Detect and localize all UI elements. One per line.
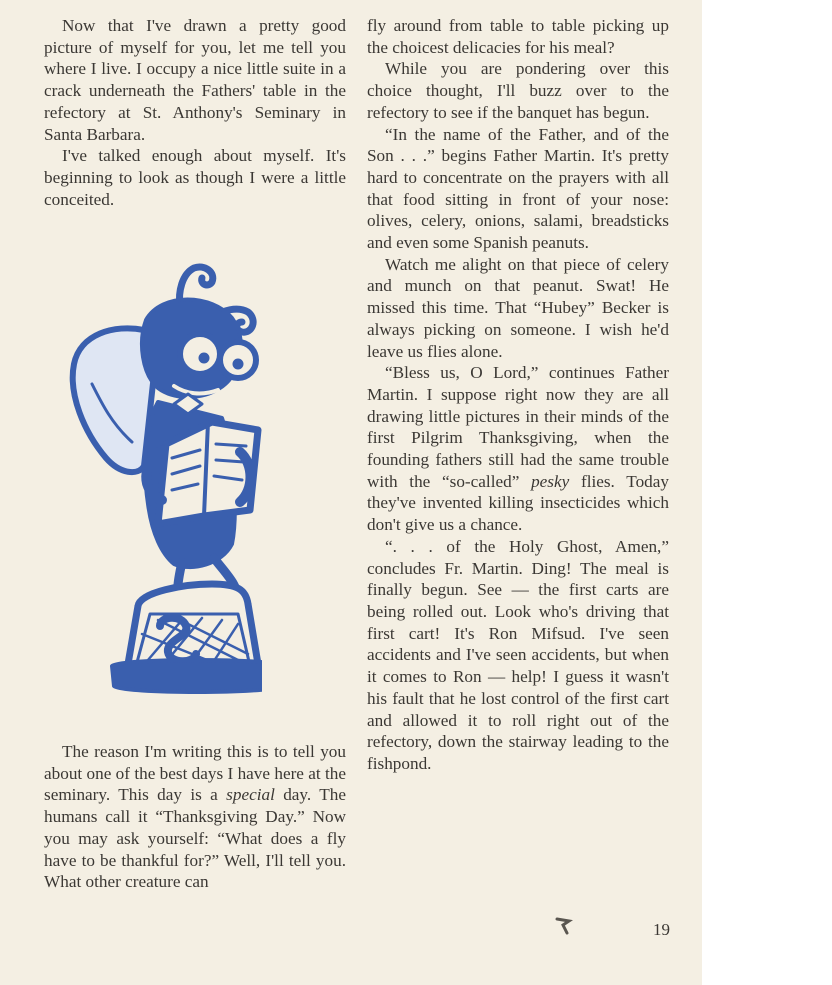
ink-mark-icon xyxy=(553,913,575,937)
text-run: day. The humans call it “Thanksgiving Day.” Now you may ask yourself: “What does a fly have to be thankful for?” Well, I'll tell you. What other creature can xyxy=(44,785,346,892)
right-column-text xyxy=(367,15,669,775)
text-run: flies. Today they've invented killing insecticides which don't give us a chance. xyxy=(367,471,669,535)
fly-reading-book-icon xyxy=(62,254,262,694)
text-run: The reason I'm writing this is to tell you about one of the best days I have here at the seminary. This day is a xyxy=(44,742,346,805)
paragraph xyxy=(367,362,669,536)
page-number: 19 xyxy=(653,920,670,939)
left-column-top-text xyxy=(44,15,346,210)
emphasis-pesky: pesky xyxy=(531,471,570,491)
paragraph: Now that I've drawn a pretty good picture of myself for you, let me tell you where I live. I occupy a nice little suite in a crack underneath the Fathers' table in the refectory at St. Anthony's Seminary in Santa Barbara. xyxy=(44,16,346,144)
paragraph: Watch me alight on that piece of celery and munch on that peanut. Swat! He missed this time. That “Hubey” Becker is always picking on someone. I wish he'd leave us flies alone. xyxy=(367,254,669,361)
paragraph: “. . . of the Holy Ghost, Amen,” concludes Fr. Martin. Ding! The meal is finally begun. See — the first carts are being rolled out. Look who's driving that first cart! It's Ron Mifsud. I've seen accidents and I've seen accidents, but when it comes to Ron — help! I guess it wasn't his fault that he lost control of the first cart and allowed it to roll right out of the refectory, down the stairway leading to the fishpond. xyxy=(367,536,669,773)
paragraph: “In the name of the Father, and of the Son . . .” begins Father Martin. It's pretty hard to concentrate on the prayers with all that food sitting in front of your nose: olives, celery, onions, salami, breadsticks and even some Spanish peanuts. xyxy=(367,124,669,253)
emphasis-special: special xyxy=(226,785,275,805)
paragraph: I've talked enough about myself. It's beginning to look as though I were a little conceited. xyxy=(44,146,346,209)
paragraph: While you are pondering over this choice thought, I'll buzz over to the refectory to see if the banquet has begun. xyxy=(367,59,669,122)
paragraph xyxy=(44,741,346,893)
paragraph: fly around from table to table picking up the choicest delicacies for his meal? xyxy=(367,16,669,57)
fly-illustration xyxy=(62,254,262,698)
left-column-bottom-text xyxy=(44,741,346,893)
text-run: “Bless us, O Lord,” continues Father Martin. I suppose right now they are all drawing little pictures in their minds of the first Pilgrim Thanksgiving, when the founding fathers still had the same trouble with the “so-called” xyxy=(367,363,669,491)
